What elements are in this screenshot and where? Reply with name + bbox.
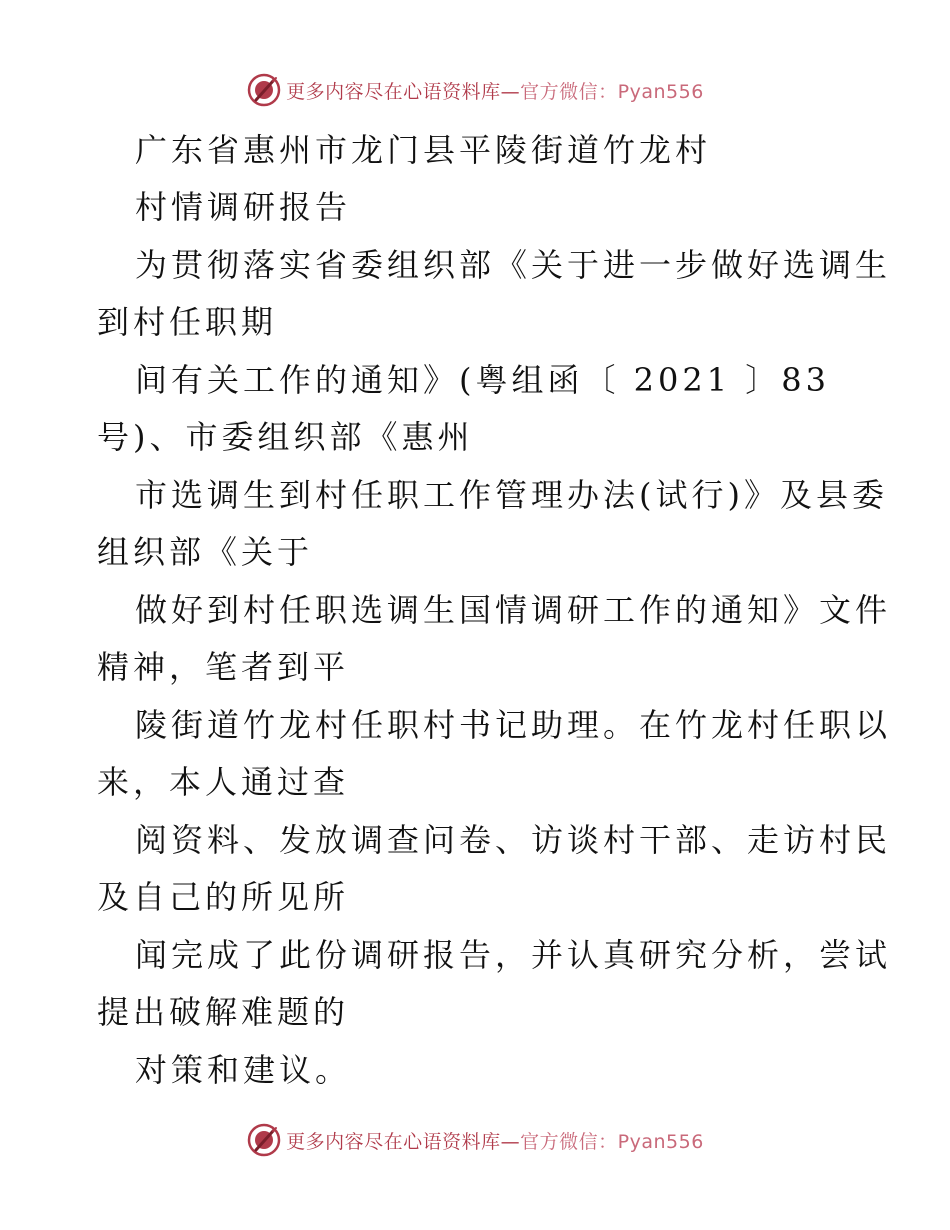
title-line-1: 广东省惠州市龙门县平陵街道竹龙村 bbox=[135, 131, 712, 169]
paragraph-line: 闻完成了此份调研报告，并认真研究分析，尝试 bbox=[135, 936, 892, 974]
paragraph-line: 做好到村任职选调生国情调研工作的通知》文件 bbox=[135, 591, 892, 629]
paragraph-line: 对策和建议。 bbox=[135, 1051, 352, 1089]
paragraph-line: 来，本人通过查 bbox=[97, 763, 350, 801]
title-line-2: 村情调研报告 bbox=[135, 188, 352, 226]
watermark-main-text: 更多内容尽在心语资料库— bbox=[286, 1130, 521, 1153]
pen-seal-icon bbox=[246, 1122, 282, 1158]
footer-watermark bbox=[0, 1120, 950, 1160]
paragraph-line: 到村任职期 bbox=[97, 303, 278, 341]
header-watermark bbox=[0, 70, 950, 110]
paragraph-line: 为贯彻落实省委组织部《关于进一步做好选调生 bbox=[135, 246, 892, 284]
watermark-contact-text: 官方微信：Pyan556 bbox=[520, 1130, 704, 1153]
paragraph-line: 精神，笔者到平 bbox=[97, 648, 350, 686]
paragraph-line: 提出破解难题的 bbox=[97, 993, 350, 1031]
paragraph-line: 及自己的所见所 bbox=[97, 878, 350, 916]
paragraph-line: 陵街道竹龙村任职村书记助理。在竹龙村任职以 bbox=[135, 706, 892, 744]
watermark-contact-text: 官方微信：Pyan556 bbox=[520, 80, 704, 103]
pen-seal-icon bbox=[246, 72, 282, 108]
paragraph-line: 号)、市委组织部《惠州 bbox=[97, 418, 474, 456]
paragraph-line: 市选调生到村任职工作管理办法(试行)》及县委 bbox=[135, 476, 888, 514]
paragraph-line: 组织部《关于 bbox=[97, 533, 314, 571]
paragraph-line: 阅资料、发放调查问卷、访谈村干部、走访村民 bbox=[135, 821, 892, 859]
paragraph-line: 间有关工作的通知》(粤组函〔 2021 〕83 bbox=[135, 361, 830, 399]
watermark-main-text: 更多内容尽在心语资料库— bbox=[286, 80, 521, 103]
